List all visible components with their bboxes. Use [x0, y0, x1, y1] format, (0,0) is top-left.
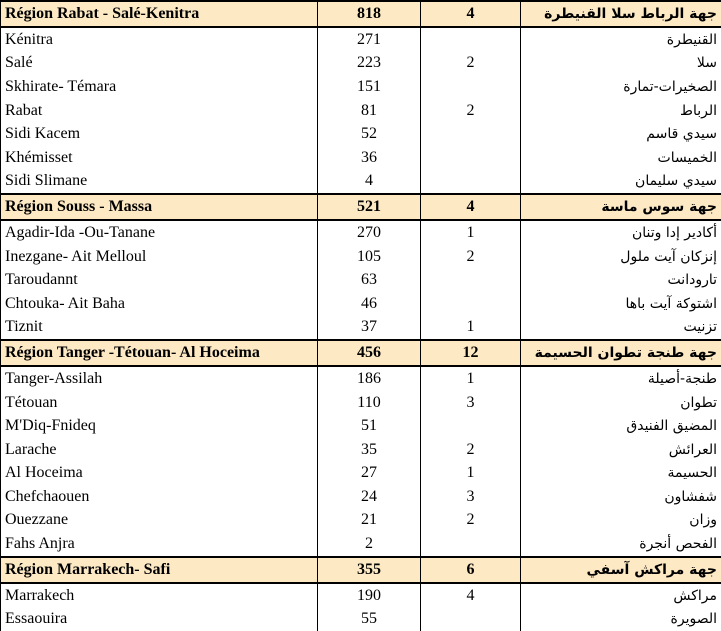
table-row — [1, 292, 721, 316]
province-cases: 271 — [318, 27, 421, 52]
province-deaths — [421, 607, 521, 631]
province-cases: 190 — [318, 583, 421, 608]
province-name-fr: Marrakech — [1, 583, 318, 608]
province-deaths: 2 — [421, 245, 521, 269]
region-name-ar: جهة الرباط سلا القنيطرة — [521, 1, 721, 27]
province-name-ar: اشتوكة آيت باها — [521, 292, 721, 316]
province-deaths — [421, 27, 521, 52]
province-name-ar: الصخيرات-تمارة — [521, 75, 721, 99]
province-cases: 4 — [318, 170, 421, 195]
table-row — [1, 99, 721, 123]
province-name-ar: الفحص أنجرة — [521, 532, 721, 557]
table-row — [1, 509, 721, 533]
table-row — [1, 146, 721, 170]
province-name-ar: سيدي سليمان — [521, 170, 721, 195]
table-row — [1, 366, 721, 391]
province-deaths — [421, 75, 521, 99]
province-name-fr: Fahs Anjra — [1, 532, 318, 557]
region-name-fr: Région Rabat - Salé-Kenitra — [1, 1, 318, 27]
province-deaths — [421, 146, 521, 170]
province-deaths: 3 — [421, 485, 521, 509]
province-cases: 151 — [318, 75, 421, 99]
province-cases: 35 — [318, 438, 421, 462]
table-row — [1, 268, 721, 292]
province-name-ar: تارودانت — [521, 268, 721, 292]
region-name-fr: Région Marrakech- Safi — [1, 557, 318, 583]
province-cases: 110 — [318, 391, 421, 415]
province-name-fr: M'Diq-Fnideq — [1, 414, 318, 438]
region-name-fr: Région Souss - Massa — [1, 194, 318, 220]
province-name-fr: Sidi Kacem — [1, 122, 318, 146]
province-cases: 270 — [318, 220, 421, 245]
table-row — [1, 316, 721, 341]
province-name-fr: Tiznit — [1, 316, 318, 341]
province-cases: 186 — [318, 366, 421, 391]
province-deaths: 3 — [421, 391, 521, 415]
province-deaths: 2 — [421, 509, 521, 533]
region-header-row — [1, 340, 721, 366]
province-deaths: 2 — [421, 438, 521, 462]
region-deaths: 4 — [421, 1, 521, 27]
region-name-ar: جهة سوس ماسة — [521, 194, 721, 220]
region-header-row — [1, 557, 721, 583]
province-name-ar: أكادير إدا وتنان — [521, 220, 721, 245]
province-name-ar: المضيق الفنيدق — [521, 414, 721, 438]
province-cases: 2 — [318, 532, 421, 557]
province-name-ar: الخميسات — [521, 146, 721, 170]
table-row — [1, 438, 721, 462]
province-cases: 55 — [318, 607, 421, 631]
province-name-fr: Essaouira — [1, 607, 318, 631]
province-deaths: 1 — [421, 220, 521, 245]
province-cases: 37 — [318, 316, 421, 341]
table-row — [1, 532, 721, 557]
province-cases: 81 — [318, 99, 421, 123]
province-name-ar: طنجة-أصيلة — [521, 366, 721, 391]
province-name-ar: الصويرة — [521, 607, 721, 631]
province-deaths — [421, 122, 521, 146]
region-deaths: 4 — [421, 194, 521, 220]
province-name-fr: Ouezzane — [1, 509, 318, 533]
region-header-row — [1, 194, 721, 220]
table-body — [1, 1, 721, 631]
province-name-ar: مراكش — [521, 583, 721, 608]
table-row — [1, 607, 721, 631]
table-row — [1, 52, 721, 76]
province-name-fr: Skhirate- Témara — [1, 75, 318, 99]
province-name-fr: Tétouan — [1, 391, 318, 415]
province-deaths: 2 — [421, 99, 521, 123]
province-deaths: 1 — [421, 462, 521, 486]
province-name-ar: الرباط — [521, 99, 721, 123]
province-name-fr: Tanger-Assilah — [1, 366, 318, 391]
table-row — [1, 75, 721, 99]
province-deaths — [421, 532, 521, 557]
province-cases: 24 — [318, 485, 421, 509]
province-deaths: 1 — [421, 366, 521, 391]
province-cases: 105 — [318, 245, 421, 269]
province-deaths — [421, 268, 521, 292]
province-name-ar: إنزكان آيت ملول — [521, 245, 721, 269]
region-name-fr: Région Tanger -Tétouan- Al Hoceima — [1, 340, 318, 366]
province-cases: 223 — [318, 52, 421, 76]
province-name-fr: Taroudannt — [1, 268, 318, 292]
region-header-row — [1, 1, 721, 27]
region-name-ar: جهة طنجة تطوان الحسيمة — [521, 340, 721, 366]
province-deaths: 2 — [421, 52, 521, 76]
province-name-fr: Larache — [1, 438, 318, 462]
province-deaths — [421, 414, 521, 438]
table-row — [1, 391, 721, 415]
province-name-fr: Sidi Slimane — [1, 170, 318, 195]
province-name-ar: سلا — [521, 52, 721, 76]
region-deaths: 6 — [421, 557, 521, 583]
region-name-ar: جهة مراكش آسفي — [521, 557, 721, 583]
table-row — [1, 170, 721, 195]
province-deaths — [421, 170, 521, 195]
province-name-fr: Chefchaouen — [1, 485, 318, 509]
province-name-ar: سيدي قاسم — [521, 122, 721, 146]
table-row — [1, 462, 721, 486]
province-deaths: 4 — [421, 583, 521, 608]
province-cases: 36 — [318, 146, 421, 170]
province-cases: 51 — [318, 414, 421, 438]
province-name-ar: تزنيت — [521, 316, 721, 341]
province-cases: 52 — [318, 122, 421, 146]
province-name-ar: العرائش — [521, 438, 721, 462]
region-cases: 818 — [318, 1, 421, 27]
province-deaths: 1 — [421, 316, 521, 341]
province-name-fr: Kénitra — [1, 27, 318, 52]
province-name-ar: وزان — [521, 509, 721, 533]
province-name-ar: الحسيمة — [521, 462, 721, 486]
province-name-ar: تطوان — [521, 391, 721, 415]
province-name-fr: Agadir-Ida -Ou-Tanane — [1, 220, 318, 245]
table-row — [1, 122, 721, 146]
province-cases: 46 — [318, 292, 421, 316]
region-cases: 456 — [318, 340, 421, 366]
province-name-fr: Rabat — [1, 99, 318, 123]
table-row — [1, 220, 721, 245]
province-cases: 21 — [318, 509, 421, 533]
region-deaths: 12 — [421, 340, 521, 366]
province-cases: 27 — [318, 462, 421, 486]
province-deaths — [421, 292, 521, 316]
province-name-fr: Chtouka- Ait Baha — [1, 292, 318, 316]
province-name-fr: Salé — [1, 52, 318, 76]
province-name-fr: Al Hoceima — [1, 462, 318, 486]
province-name-fr: Inezgane- Ait Melloul — [1, 245, 318, 269]
table-row — [1, 414, 721, 438]
province-name-ar: شفشاون — [521, 485, 721, 509]
province-name-fr: Khémisset — [1, 146, 318, 170]
table-row — [1, 485, 721, 509]
table-row — [1, 583, 721, 608]
table-row — [1, 27, 721, 52]
table-row — [1, 245, 721, 269]
region-cases: 521 — [318, 194, 421, 220]
region-cases: 355 — [318, 557, 421, 583]
province-cases: 63 — [318, 268, 421, 292]
province-name-ar: القنيطرة — [521, 27, 721, 52]
